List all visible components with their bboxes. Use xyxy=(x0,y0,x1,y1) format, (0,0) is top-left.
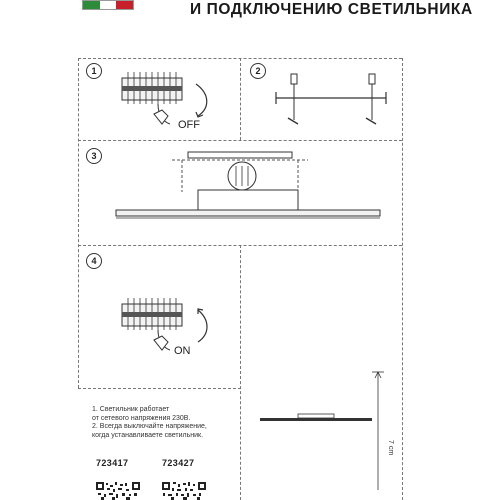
note-line: 2. Всегда выключайте напряжение, xyxy=(92,423,207,431)
qr-code-icon xyxy=(162,482,206,500)
terminal-block-on-icon xyxy=(118,290,218,362)
article-code: 723427 xyxy=(162,458,195,468)
qr-code-icon xyxy=(96,482,140,500)
grid-line xyxy=(78,58,79,388)
connection-diagram xyxy=(112,148,392,228)
grid-line xyxy=(78,140,402,141)
step-1-badge: 1 xyxy=(86,63,102,79)
step-4-badge: 4 xyxy=(86,253,102,269)
grid-line xyxy=(402,58,403,500)
note-line: 1. Светильник работает xyxy=(92,406,170,413)
grid-line xyxy=(240,58,241,140)
height-label: 7 cm xyxy=(387,440,394,456)
article-code: 723417 xyxy=(96,458,129,468)
note-line: когда устанавливаете светильник. xyxy=(92,431,204,439)
step-2-badge: 2 xyxy=(250,63,266,79)
terminal-block-icon xyxy=(118,64,218,136)
curved-arrow-icon xyxy=(196,84,207,116)
page-title: И ПОДКЛЮЧЕНИЮ СВЕТИЛЬНИКА xyxy=(190,1,473,18)
off-label: OFF xyxy=(178,119,200,131)
grid-line xyxy=(78,388,241,389)
dimension-diagram xyxy=(240,360,400,500)
on-label: ON xyxy=(174,345,191,357)
note-line: от сетевого напряжения 230В. xyxy=(92,414,191,422)
flag-icon xyxy=(82,0,134,10)
step-3-badge: 3 xyxy=(86,148,102,164)
mounting-bracket-diagram xyxy=(268,70,393,130)
